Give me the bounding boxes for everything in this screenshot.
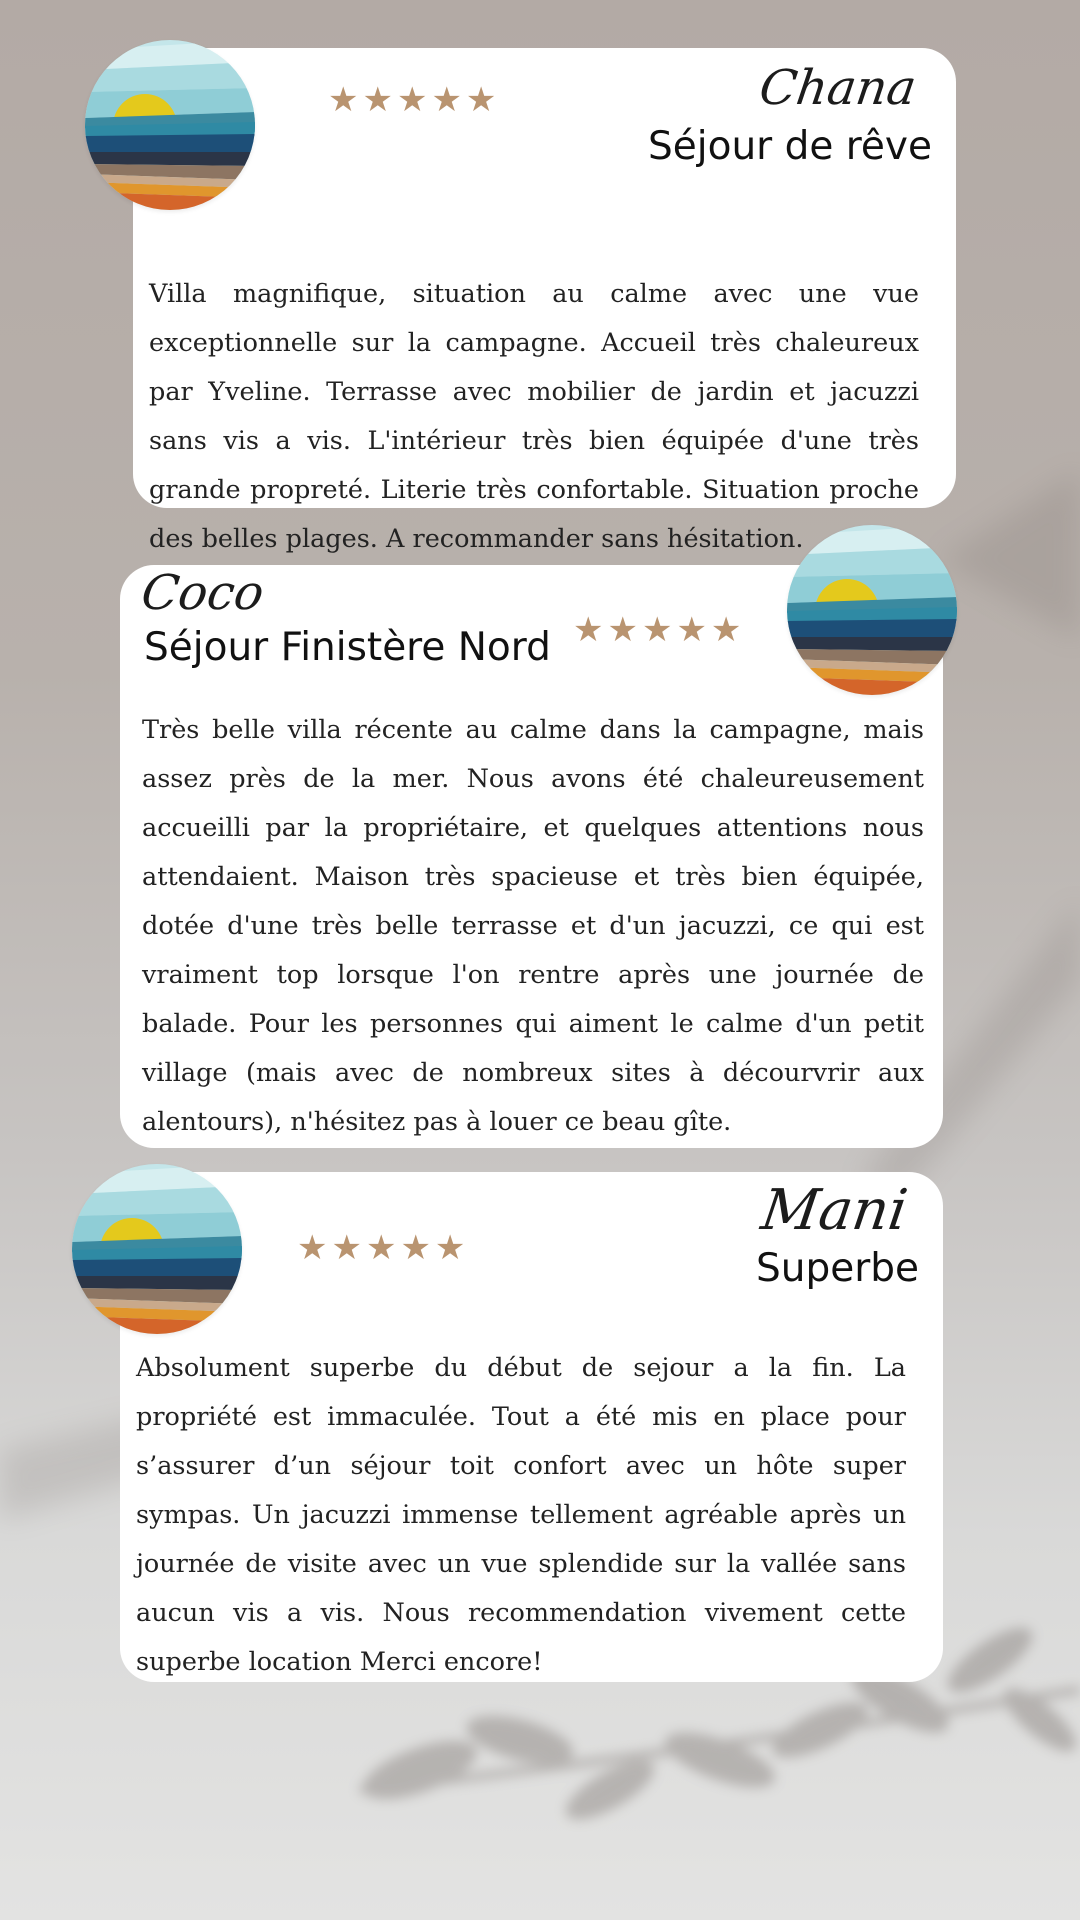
review-text: Villa magnifique, situation au calme avec une vue exceptionnelle sur la campagne. Accueil très chaleureux par Yveline. Terrasse avec mobilier de jardin et jacuzzi sans vis a vis. L'intérieur très bien équipée d'une très grande propreté. Literie très confortable. Situation proche des belles plages. A recommander sans hésitation. <box>149 279 919 554</box>
review-author: Mani <box>757 1178 912 1243</box>
review-card-1 <box>133 48 956 554</box>
review-text: Absolument superbe du début de sejour a la fin. La propriété est immaculée. Tout a été mis en place pour s’assurer d’un séjour toit confort avec un hôte super sympas. Un jacuzzi immense tellement agréable après un journée de visite avec un vue splendide sur la vallée sans aucun vis a vis. Nous recommendation vivement cette superbe location Merci encore! <box>136 1353 906 1677</box>
review-text: Très belle villa récente au calme dans la campagne, mais assez près de la mer. Nous avons été chaleureusement accueilli par la propriétaire, et quelques attentions nous attendaient. Maison très spacieuse et très bien équipée, dotée d'une très belle terrasse et d'un jacuzzi, ce qui est vraiment top lorsque l'on rentre après une journée de balade. Pour les personnes qui aiment le calme d'un petit village (mais avec de nombreux sites à décourvrir aux alentours), n'hésitez pas à louer ce beau gîte. <box>142 715 924 1137</box>
review-author: Chana <box>756 60 920 116</box>
review-card-3 <box>120 1172 943 1682</box>
star-rating: ★★★★★ <box>328 80 501 120</box>
sunset-beach-icon <box>85 40 255 210</box>
sunset-beach-icon <box>787 525 957 695</box>
review-title: Séjour Finistère Nord <box>144 625 551 670</box>
sunset-beach-icon <box>72 1164 242 1334</box>
star-rating: ★★★★★ <box>573 610 746 650</box>
star-rating: ★★★★★ <box>297 1228 470 1268</box>
review-title: Séjour de rêve <box>648 124 932 169</box>
review-author: Coco <box>138 565 268 621</box>
review-title: Superbe <box>755 1246 919 1291</box>
